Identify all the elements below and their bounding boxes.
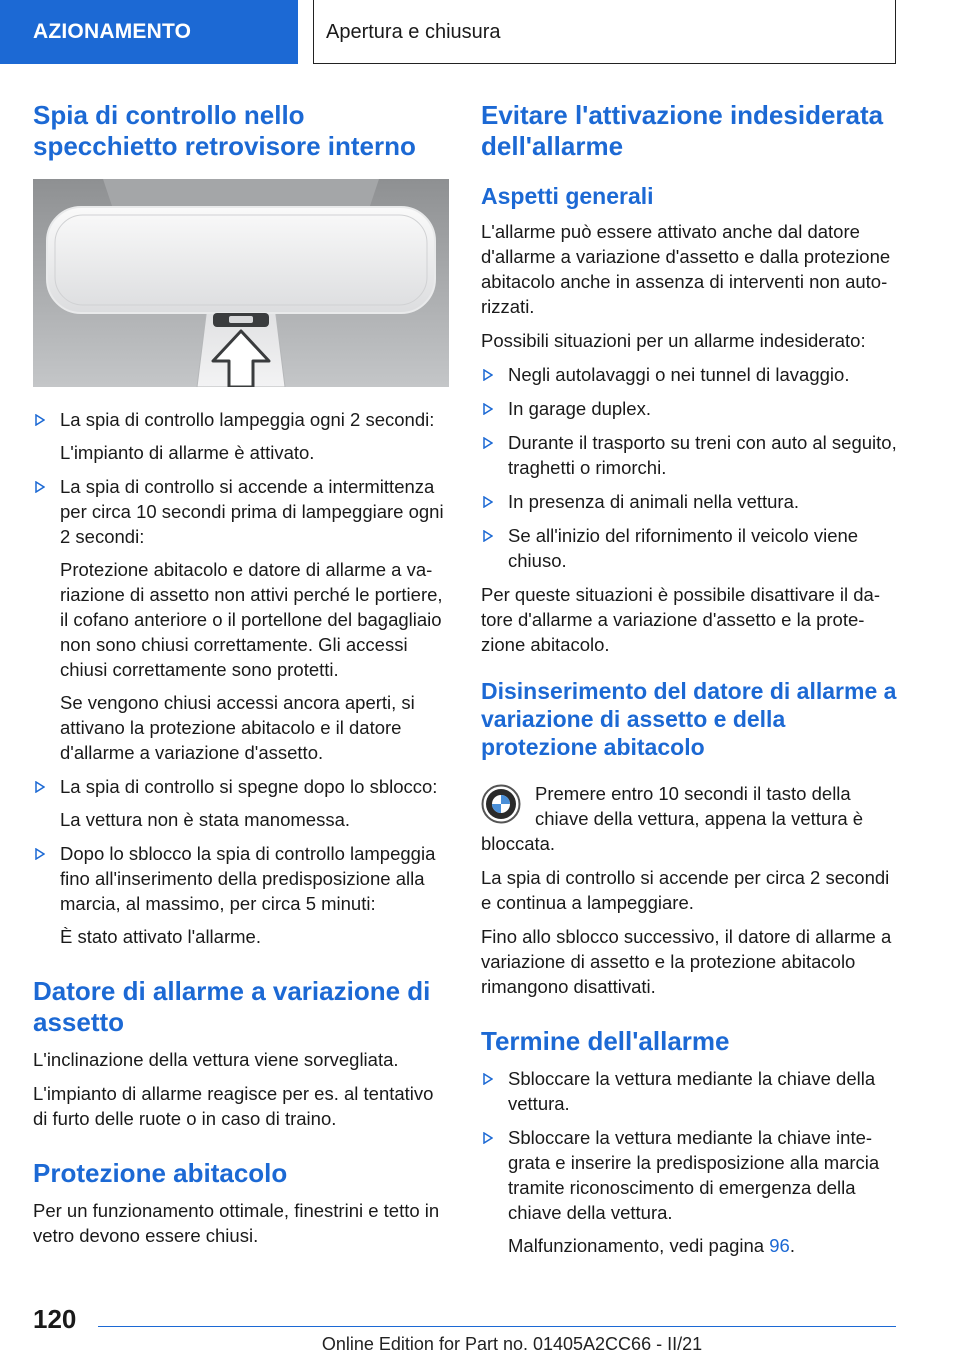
list-item-text: Se vengono chiusi accessi ancora aperti, si attivano la protezione abitacolo e il datore d'allarme a variazione d'assetto. <box>60 692 415 763</box>
list-item-text: La spia di controllo si accende a intermittenza per circa 10 secondi prima di lampeggiare ogni 2 secondi: <box>60 476 444 547</box>
heading-interior-protection: Protezione abitacolo <box>33 1158 288 1188</box>
list-item-text: Dopo lo sblocco la spia di controllo lampeggia fino all'inserimento della predisposizione alla marcia, al massimo, per circa 5 minuti: <box>60 843 436 914</box>
subsection-title: Apertura e chiusura <box>313 0 896 64</box>
paragraph: Fino allo sblocco successivo, il datore di allarme a variazione di assetto e la protezione abitacolo rimangono disattivati. <box>481 926 892 997</box>
triangle-bullet-icon <box>483 530 493 542</box>
paragraph: Per un funzionamento ottimale, finestrini e tetto in vetro devono essere chiusi. <box>33 1200 440 1246</box>
list-item-text: Sbloccare la vettura mediante la chiave integrata e inserire la predisposizione alla marcia tramite riconoscimento di emergenza della chiave della vettura. <box>508 1127 880 1223</box>
heading-avoid-unintended-alarm: Evitare l'attivazione indesiderata dell'allarme <box>481 100 884 161</box>
list-item <box>481 1125 899 1258</box>
unintended-alarm-situations-list <box>481 362 899 573</box>
triangle-bullet-icon <box>35 414 45 426</box>
list-item-text: La vettura non è stata manomessa. <box>60 809 351 830</box>
page-number: 120 <box>33 1304 77 1334</box>
triangle-bullet-icon <box>483 496 493 508</box>
heading-tilt-alarm: Datore di allarme a variazione di assetto <box>33 976 431 1037</box>
footer-divider <box>98 1326 896 1327</box>
triangle-bullet-icon <box>483 437 493 449</box>
left-column <box>33 100 449 1248</box>
list-item-text: È stato attivato l'allarme. <box>60 926 261 947</box>
paragraph: L'allarme può essere attivato anche dal datore d'allarme a variazione d'assetto e dalla protezione abitacolo anche in assenza di interventi non autorizzati. <box>481 221 891 317</box>
rearview-mirror-illustration <box>33 179 449 387</box>
subheading-general: Aspetti generali <box>481 183 654 209</box>
list-item <box>481 1066 899 1116</box>
key-button-instruction <box>481 781 899 856</box>
bmw-key-button-icon <box>481 784 521 824</box>
paragraph: L'impianto di allarme reagisce per es. al tentativo di furto delle ruote o in caso di traino. <box>33 1083 434 1129</box>
list-item <box>481 489 899 514</box>
page-link-96[interactable]: 96 <box>769 1235 790 1256</box>
triangle-bullet-icon <box>483 369 493 381</box>
list-item-text: In presenza di animali nella vettura. <box>508 491 800 512</box>
malfunction-text: Malfunzionamento, vedi pagina <box>508 1235 770 1256</box>
list-item-text: Sbloccare la vettura mediante la chiave della vettura. <box>508 1068 876 1114</box>
heading-indicator-mirror: Spia di controllo nello specchietto retrovisore interno <box>33 100 416 161</box>
indicator-states-list <box>33 407 449 949</box>
paragraph: Per queste situazioni è possibile disattivare il datore d'allarme a variazione d'assetto e la protezione abitacolo. <box>481 584 880 655</box>
list-item-text: La spia di controllo lampeggia ogni 2 secondi: <box>60 409 435 430</box>
list-item-text: Se all'inizio del rifornimento il veicolo viene chiuso. <box>508 525 859 571</box>
paragraph: L'inclinazione della vettura viene sorvegliata. <box>33 1049 399 1070</box>
list-item <box>481 396 899 421</box>
malfunction-end: . <box>789 1235 795 1256</box>
list-item <box>481 362 899 387</box>
triangle-bullet-icon <box>35 781 45 793</box>
list-item <box>33 774 449 832</box>
triangle-bullet-icon <box>483 403 493 415</box>
list-item-text: In garage duplex. <box>508 398 651 419</box>
triangle-bullet-icon <box>483 1073 493 1085</box>
edition-footer: Online Edition for Part no. 01405A2CC66 - II/21 <box>321 1334 703 1354</box>
list-item <box>481 430 899 480</box>
paragraph: La spia di controllo si accende per circa 2 secondi e continua a lampeggiare. <box>481 867 890 913</box>
list-item <box>33 474 449 765</box>
list-item-text: Durante il trasporto su treni con auto al seguito, traghetti o rimorchi. <box>508 432 897 478</box>
paragraph: Possibili situazioni per un allarme indesiderato: <box>481 330 866 351</box>
list-item <box>481 523 899 573</box>
end-alarm-list <box>481 1066 899 1258</box>
subheading-deactivation: Disinserimento del datore di allarme a variazione di assetto e della protezione abitacolo <box>481 678 897 760</box>
right-column <box>481 100 899 1267</box>
list-item <box>33 407 449 465</box>
paragraph: Premere entro 10 secondi il tasto della chiave della vettura, appena la vettura è bloccata. <box>481 783 864 854</box>
list-item-text: Negli autolavaggi o nei tunnel di lavaggio. <box>508 364 850 385</box>
section-tab: AZIONAMENTO <box>0 0 298 64</box>
list-item <box>33 841 449 949</box>
list-item-text: La spia di controllo si spegne dopo lo sblocco: <box>60 776 438 797</box>
triangle-bullet-icon <box>483 1132 493 1144</box>
list-item-text: Protezione abitacolo e datore di allarme a variazione di assetto non attivi perché le portiere, il cofano anteriore o il portellone del bagagliaio non sono chiusi correttamente. Gli accessi chiusi correttamente sono protetti. <box>60 559 443 680</box>
triangle-bullet-icon <box>35 481 45 493</box>
triangle-bullet-icon <box>35 848 45 860</box>
malfunction-reference <box>508 1233 899 1258</box>
heading-end-alarm: Termine dell'allarme <box>481 1026 730 1056</box>
list-item-text: L'impianto di allarme è attivato. <box>60 442 315 463</box>
